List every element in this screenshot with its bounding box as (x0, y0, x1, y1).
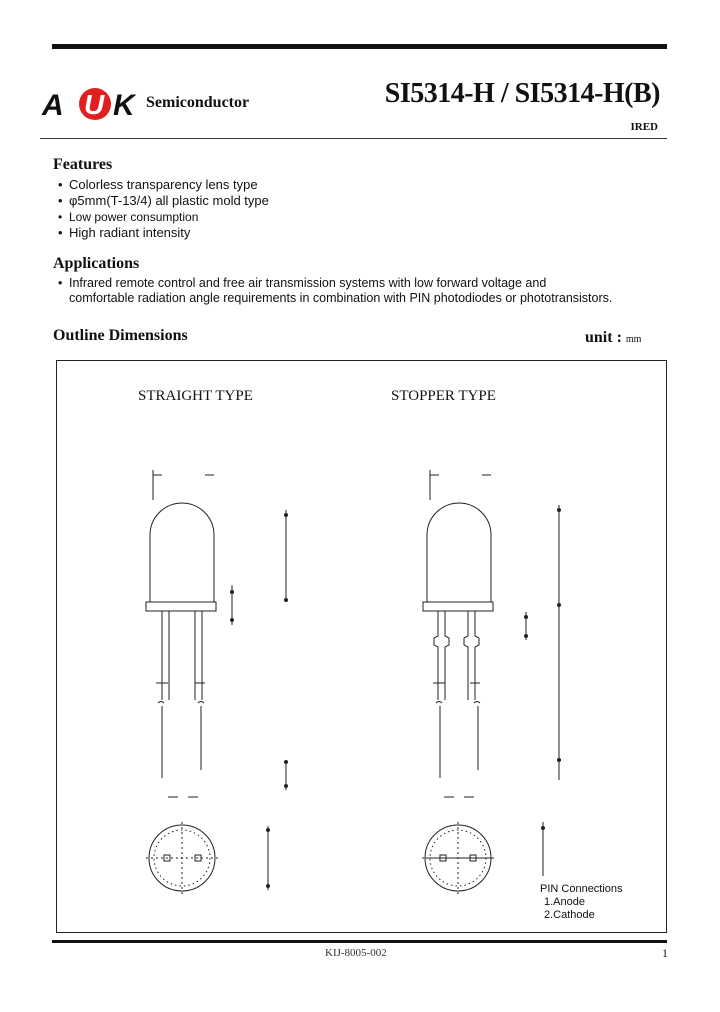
features-heading: Features (53, 156, 113, 173)
unit-value: mm (625, 334, 642, 345)
feature-item: • High radiant intensity (58, 225, 269, 241)
outline-heading: Outline Dimensions (53, 327, 188, 344)
applications-line: comfortable radiation angle requirements in combination with PIN photodiodes or phototransistors. (69, 291, 613, 305)
page-number: 1 (662, 946, 668, 960)
unit-label-text: unit : (585, 329, 622, 346)
logo-letter-a: A (42, 89, 64, 122)
bottom-rule (52, 940, 667, 943)
applications-line: • Infrared remote control and free air transmission systems with low forward voltage and (58, 276, 678, 291)
feature-item: • φ5mm(T-13/4) all plastic mold type (58, 193, 269, 209)
logo-letter-k: K (113, 89, 135, 122)
pin-item: 1.Anode (544, 896, 585, 908)
part-title: SI5314-H / SI5314-H(B) (384, 78, 660, 109)
feature-item: • Colorless transparency lens type (58, 177, 269, 193)
logo-letter-u: U (84, 89, 105, 120)
device-type: IRED (630, 121, 658, 133)
pin-connections (540, 883, 623, 922)
pin-item: 2.Cathode (544, 909, 595, 921)
applications-heading: Applications (53, 255, 140, 272)
pin-connections-title: PIN Connections (540, 883, 623, 895)
straight-type-label: STRAIGHT TYPE (138, 388, 253, 404)
stopper-type-label: STOPPER TYPE (391, 388, 496, 404)
doc-code: KIJ-8005-002 (325, 947, 387, 959)
feature-item: • Low power consumption (58, 209, 269, 225)
straight-led-drawing (146, 470, 288, 894)
stopper-led-drawing (422, 470, 561, 894)
brand-suffix: Semiconductor (146, 94, 250, 111)
